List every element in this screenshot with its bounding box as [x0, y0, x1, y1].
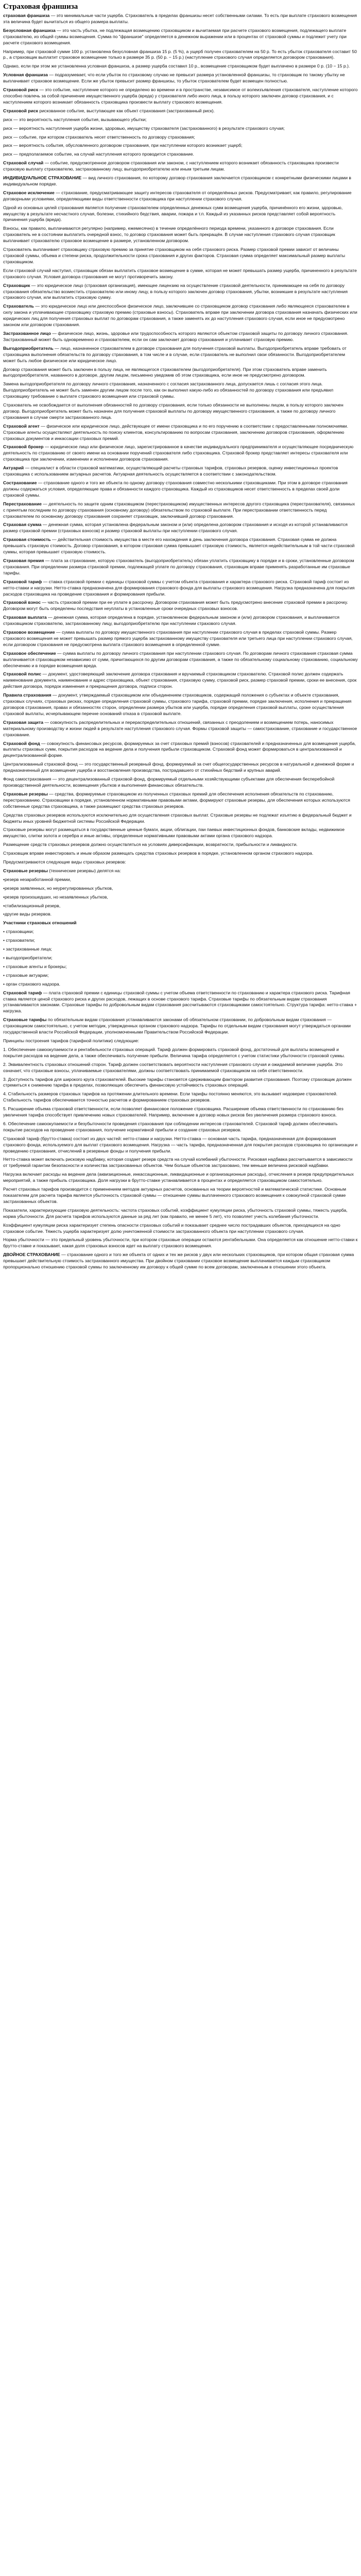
paragraph-text: 3. Доступность тарифов для широкого круга страхователей. Высокие тарифы становятся сдерживающим фактором развития страхования. Поэтому страховщик должен стремиться к снижению тарифа в пределах, позволяющих обеспечить финансовую устойчивость страховых операций. — [3, 1076, 352, 1088]
paragraph-text: — лицо, назначенное страхователем в договоре страхования для получения страховой выплаты. Выгодоприобретатель вправе требовать от страховщика выполнения обязательств по договору страхования, в том числе и в случае, если страхователь не выполнил свои обязанности. Выгодоприобретателем может быть любое физическое или юридическое лицо. — [3, 345, 347, 363]
paragraph-text: Страхователь выплачивает страховщику страховую премию за принятие страховщиком на себя страхового риска. Размер страховой премии зависит от величины страховой суммы, объема и степени риска, продолжительности срока страхования и других факторов. Страховая сумма определяет максимальный размер выплаты страховщиком. — [3, 247, 346, 264]
paragraph-text: Страхователь не освобождается от выполнения обязанностей по договору страхования, если только обязанности не выполнены лицом, в пользу которого заключен договор. Выгодоприобретатель может быть назначен для получения страховой выплаты по договору имущественного страхования, а также по договору личного страхования в случае смерти застрахованного лица. — [3, 402, 343, 420]
paragraph-text: риск — вероятность наступления ущерба жизни, здоровью, имуществу страхователя (застрахованного) в результате страхового случая; — [3, 125, 285, 131]
paragraph-text: — плата страховой премии с единицы страховой суммы с учетом объема ответственности по страхованию и характера страхового риска. Тарифная ставка является ценой страхового риска и других расходов, лежащих в основе страхового тарифа. Страховые тарифы по обязательным видам страхования устанавливаются законами. Страховые тарифы по добровольным видам страхования рассчитываются страховщиками самостоятельно. Структура тарифа: нетто-ставка + нагрузка. — [3, 990, 357, 1014]
paragraph — [3, 955, 358, 961]
paragraph — [3, 920, 358, 926]
paragraph — [3, 87, 358, 106]
paragraph-text: • застрахованные лица; — [3, 946, 52, 952]
term-heading: ДВОЙНОЕ СТРАХОВАНИЕ — [3, 1252, 60, 1258]
paragraph-text: — совокупность распределительных и перераспределительных отношений, связанных с преодолением и возмещением потерь, наносимых материальному производству и жизни людей в результате наступления страхового случая. Формы страховой защиты — самострахование, страхование и государственное страхование. — [3, 719, 357, 737]
paragraph-text: Однако, если при этом же установленна условная франшиза, а размер ущерба составил 10 р., возмещение страховщиком будет выплачено в размере 0 р. (10 − 15 р.). — [3, 63, 350, 69]
paragraph — [3, 615, 358, 627]
paragraph-text: — юридическое лицо или физическое лицо, зарегистрированное в качестве индивидуального предпринимателя и осуществляющее посредническую деятельность по страхованию от своего имени на основании поручений страхователя либо страховщика. Страховой брокер представляет интересы страхователя или страховщика при заключении, изменении и исполнении договоров страхования. — [3, 444, 354, 462]
paragraph — [3, 894, 358, 901]
paragraph — [3, 1106, 358, 1118]
paragraph — [3, 946, 358, 953]
paragraph — [3, 444, 358, 463]
paragraph — [3, 842, 358, 848]
paragraph — [3, 1157, 358, 1169]
term-heading: Актуарий — [3, 465, 24, 471]
page-title: Страховая франшиза — [3, 3, 78, 11]
paragraph — [3, 522, 358, 534]
paragraph — [3, 1172, 358, 1184]
paragraph — [3, 911, 358, 918]
paragraph — [3, 205, 358, 224]
term-heading: Страховые резервы — [3, 791, 48, 796]
paragraph — [3, 938, 358, 944]
paragraph — [3, 973, 358, 979]
term-heading: страховая франшиза — [3, 13, 50, 18]
paragraph — [3, 151, 358, 158]
paragraph — [3, 423, 358, 442]
paragraph-text: Страховщик вправе инвестировать и иным образом размещать средства страховых резервов в порядке, установленном органом страхового надзора. — [3, 851, 314, 856]
paragraph-text: Расчет страховых тарифов производится с применением методов актуарных расчетов, основанных на теории вероятностей и математической статистике. Основным показателем для расчета тарифа является убыточность страховой суммы — отношение суммы выплаченного страхового возмещения к совокупной страховой сумме застрахованных объектов. — [3, 1187, 347, 1204]
term-heading: Страховая стоимость — [3, 537, 51, 543]
paragraph-text: — плата за страхование, которую страхователь (выгодоприобретатель) обязан уплатить страховщику в порядке и в сроки, установленные договором страхования. При определении размера страховой премии, подлежащей уплате по договору страхования, страховщик вправе применять разработанные им страховые тарифы. — [3, 557, 354, 575]
paragraph-text: риск — вероятность события, обусловленного договором страхования, при наступлении которого возникает ущерб; — [3, 143, 243, 148]
paragraph-text: — страхование одного и того же объекта по одному договору страхования совместно несколькими страховщиками. При этом в договоре страхования должны содержаться условия, определяющие права и обязанности каждого страховщика. Каждый из страховщиков несет ответственность в пределах своей доли страховой суммы. — [3, 480, 348, 498]
term-heading: Страховая защита — [3, 719, 44, 725]
term-heading: Страховой взнос — [3, 600, 41, 605]
term-heading: Страховая премия — [3, 557, 44, 563]
paragraph — [3, 381, 358, 400]
paragraph — [3, 1223, 358, 1235]
paragraph-text: Одной из основных целей страхования является получение страхователем определенных денежных сумм возмещения ущерба, причинённого его жизни, здоровью, имуществу в результате несчастного случая, болезни, стихийного бедствия, аварии, пожара и т.п. Каждый из указанных рисков представляет собой вероятность причинения ущерба (вреда). — [3, 205, 343, 223]
paragraph-text: • орган страхового надзора. — [3, 981, 61, 987]
paragraph-text: Показатели, характеризующие страховую деятельность: частота страховых событий, коэффициент кумуляции риска, убыточность страховой суммы, тяжесть ущерба, норма убыточности. Для расчета тарифов используются данные за ряд лет (как правило, не менее 5 лет), что позволяет учесть колебания убыточности. — [3, 1207, 348, 1219]
paragraph — [3, 268, 358, 280]
paragraph-text: — специалист в области страховой математики, осуществляющий расчеты страховых тарифов, страховых резервов, оценку инвестиционных проектов страховщика с использованием актуарных расчетов. Актуарная деятельность осуществляется в соответствии с законодательством. — [3, 465, 338, 477]
paragraph — [3, 692, 358, 717]
paragraph — [3, 1062, 358, 1074]
paragraph-text: — денежная сумма, которая определена в порядке, установленном федеральным законом и (или) договором страхования, и выплачивается страховщиком страхователю, застрахованному лицу, выгодоприобретателю при наступлении страхового случая. — [3, 615, 340, 626]
paragraph-text: Средства страховых резервов используются исключительно для осуществления страховых выплат. Страховые резервы не подлежат изъятию в федеральный бюджет и бюджеты иных уровней бюджетной системы Российской Федерации. — [3, 812, 352, 824]
term-heading: Страховая сумма — [3, 522, 42, 528]
paragraph-text: 5. Расширение объема страховой ответственности, если позволяет финансовое положение страховщика. Расширение объема ответственности по страхованию без увеличения тарифа способствует привлечению новых страхователей. Например, включение в договор новых рисков без увеличения размера страхового взноса. — [3, 1106, 343, 1118]
document-body — [3, 13, 358, 1270]
paragraph-text: •другие виды резервов. — [3, 911, 52, 917]
paragraph-text: Коэффициент кумуляции риска характеризует степень опасности страховых событий и показывает среднее число пострадавших объектов, приходящихся на одно страховое событие. Тяжесть ущерба характеризует долю уничтоженной стоимости застрахованного объекта при наступлении страхового случая. — [3, 1222, 340, 1234]
paragraph — [3, 776, 358, 789]
paragraph-text: риск — событие, при котором страхователь несет ответственность по договору страхования; — [3, 134, 195, 140]
paragraph-text: Фонд самострахования — это децентрализованный страховой фонд, формируемый отдельными хозяйствующими субъектами для обеспечения бесперебойной производственной деятельности, возмещения убытков и выполнения финансовых обязательств. — [3, 776, 335, 788]
paragraph — [3, 63, 358, 70]
paragraph-text: — страхование одного и того же объекта от одних и тех же рисков у двух или нескольких страховщиков, при котором общая страховая сумма превышает действительную стоимость застрахованного имущества. При двойном страховании страховое возмещение выплачивается каждым страховщиком пропорционально отношению страховой суммы по заключенному им договору к общей сумме по всем договорам, заключенным в отношении этого объекта. — [3, 1252, 354, 1270]
paragraph-text: •резерв незаработанной премии, — [3, 876, 72, 882]
paragraph — [3, 143, 358, 149]
term-heading: Страховая выплата — [3, 615, 47, 620]
term-heading: Страховой полис — [3, 671, 42, 677]
paragraph — [3, 501, 358, 520]
term-heading: Страхователь — [3, 303, 34, 309]
paragraph — [3, 346, 358, 364]
paragraph — [3, 190, 358, 202]
paragraph — [3, 868, 358, 874]
term-heading: Условная франшиза — [3, 72, 48, 78]
paragraph — [3, 886, 358, 892]
paragraph-text: • страховщики; — [3, 929, 34, 935]
term-heading: Страховой фонд — [3, 740, 40, 746]
paragraph-text: — вид личного страхования, по которому договор страхования заключается страховщиком с конкретными физическими лицами в индивидуальном порядке. — [3, 175, 351, 187]
paragraph — [3, 1038, 358, 1044]
paragraph-text: 4. Стабильность размеров страховых тарифов на протяжении длительного времени. Если тарифы постоянно меняются, это вызывает недоверие страхователей. Стабильность тарифов обеспечивается точностью расчетов и формированием страховых резервов. — [3, 1091, 338, 1103]
paragraph — [3, 859, 358, 866]
paragraph-text: Страховой тариф (брутто-ставка) состоит из двух частей: нетто-ставки и нагрузки. Нетто-ставка — основная часть тарифа, предназначенная для формирования страхового фонда, используемого для выплат страхового возмещения. Нагрузка — часть тарифа, предназначенная для покрытия расходов страховщика по организации и проведению страхования, отчислений в резервные фонды и получения прибыли. — [3, 1136, 358, 1154]
paragraph-text: — это минимальные части ущерба. Страхователь в пределах франшизы несет собственными силами. То есть при выплате страхового возмещения эта величина будет вычитаться из общего размера выплаты. — [3, 13, 357, 24]
term-heading: Страховой риск — [3, 108, 38, 113]
paragraph-text: (технические резервы) делятся на: — [47, 868, 121, 873]
paragraph — [3, 1237, 358, 1249]
paragraph — [3, 72, 358, 84]
paragraph-text: Взносы, как правило, выплачиваются регулярно (например, ежемесячно) в течение определённого периода времени, указанного в договоре страхования. Если страхователь не в состоянии выплатить очередной взнос, то договор страхования может быть прекращён. В случае наступления страхового случая страховщик выплачивает страхователю страховое возмещение в размере, установленном договором. — [3, 226, 335, 244]
paragraph-text: •резерв заявленных, но неурегулированных убытков, — [3, 885, 113, 891]
paragraph-text: — сумма выплаты по договору личного страхования при наступлении страхового случая. По договорам личного страхования страховая сумма выплачивается страховщиком независимо от сумм, причитающихся по другим договорам страхования, а также по обязательному социальному страхованию, социальному обеспечению и в порядке возмещения вреда. — [3, 650, 358, 668]
paragraph-text: Страховые резервы могут размещаться в государственные ценные бумаги, акции, облигации, паи паевых инвестиционных фондов, банковские вклады, недвижимое имущество, слитки золота и серебра и иные активы, определенные нормативными правовыми актами органа страхового надзора. — [3, 827, 345, 839]
paragraph-text: 1. Обеспечение самоокупаемости и рентабельности страховых операций. Тариф должен формировать страховой фонд, достаточный для выплаты возмещений и покрытия расходов на ведение дела, а также обеспечивать получение прибыли. Величина тарифа определяется с учетом статистики убыточности страховой суммы. — [3, 1046, 345, 1058]
paragraph-text: — часть страховой премии при ее уплате в рассрочку. Договором страхования может быть предусмотрено внесение страховой премии в рассрочку. Договором могут быть определены последствия неуплаты в установленные сроки очередных страховых взносов. — [3, 600, 348, 612]
paragraph — [3, 226, 358, 244]
paragraph — [3, 1121, 358, 1133]
paragraph-text: — ставка страховой премии с единицы страховой суммы с учетом объекта страхования и характера страхового риска. Страховой тариф состоит из нетто-ставки и нагрузки. Нетто-ставка предназначена для формирования страхового фонда для выплаты страхового возмещения. Нагрузка предназначена для покрытия расходов страховщика на проведение страхования и формирования прибыли. — [3, 579, 355, 597]
paragraph — [3, 558, 358, 577]
paragraph — [3, 981, 358, 988]
paragraph-text: риск — это вероятность наступления события, вызывающего убытки; — [3, 116, 147, 122]
paragraph — [3, 1047, 358, 1059]
term-heading: ИНДИВИДУАЛЬНОЕ СТРАХОВАНИЕ — [3, 175, 82, 181]
term-heading: Страховщик — [3, 282, 30, 288]
paragraph-text: • страхователи; — [3, 938, 35, 943]
term-heading: Страховые резервы — [3, 868, 48, 873]
term-heading: Участники страховых отношений — [3, 920, 77, 926]
term-heading: Страховой брокер — [3, 444, 44, 450]
paragraph-text: Если страховой случай наступил, страховщик обязан выплатить страховое возмещение в сумме, которая не может превышать размер ущерба, причиненного в результате страхового случая. Условия договора страхования не могут противоречить закону. — [3, 267, 357, 279]
term-heading: Страховой агент — [3, 423, 40, 429]
term-heading: Страховой тариф — [3, 579, 42, 584]
paragraph — [3, 827, 358, 839]
paragraph-text: Например, при страховой сумме 100 р. установлена безусловная франшиза 15 р. (5 %), а ущерб получен страхователем на 50 р. То есть убыток страхователя составит 50 р., а страховщик выплатит страховое возмещение только в размере 35 р. (50 р. − 15 р.) (наступление страхового случая определяется договором страхования). — [3, 48, 357, 60]
paragraph — [3, 247, 358, 265]
term-heading: Страховой риск — [3, 87, 38, 93]
paragraph — [3, 812, 358, 825]
paragraph-text: — документ, удостоверяющий заключение договора страхования и вручаемый страховщиком страхователю. Страховой полис должен содержать наименование документа, наименование и адрес страховщика, объект страхования, страховую сумму, страховой риск, размер страховой премии, сроки ее внесения, срок действия договора, порядок изменения и прекращения договора, подписи сторон. — [3, 671, 357, 689]
paragraph — [3, 929, 358, 935]
paragraph-text: Предусматриваются следующие виды страховых резервов: — [3, 859, 126, 865]
paragraph-text: — событие, предусмотренное договором страхования или законом, с наступлением которого возникает обязанность страховщика произвести страховую выплату страхователю, застрахованному лицу, выгодоприобретателю или иным третьим лицам. — [3, 160, 339, 172]
term-heading: Страховые тарифы — [3, 1017, 47, 1023]
paragraph — [3, 402, 358, 421]
paragraph-text: по обязательным видам страхования устанавливаются законами об обязательном страховании, по добровольным видам страхования — страховщиком самостоятельно, с учетом методик, утвержденных органом страхового надзора. Тарифы по отдельным видам страхования могут утверждаться органами государственной власти Российской Федерации, уполномоченными Правительством Российской Федерации. — [3, 1017, 351, 1035]
paragraph — [3, 537, 358, 555]
paragraph — [3, 331, 358, 343]
paragraph — [3, 791, 358, 810]
paragraph — [3, 1208, 358, 1220]
paragraph — [3, 877, 358, 883]
paragraph-text: риск — предполагаемое событие, на случай наступления которого проводится страхование. — [3, 151, 194, 157]
paragraph — [3, 1017, 358, 1036]
term-heading: Выгодоприобретатель — [3, 345, 54, 351]
paragraph-text: — страхование, предусматривающее защиту интересов страхователя от определённых рисков. Предусматривает, как правило, регулирование договорными условиями, определяющими виды ответственности страховщика при наступлении страхового случая. — [3, 190, 352, 201]
paragraph-text: — это юридическое лицо или дееспособное физическое лицо, заключившее со страховщиком договор страхования либо являющееся страхователем в силу закона и уплачивающее страховщику страховую премию (страховые взносы). Страхователь вправе при заключении договора страхования назначать физических или юридических лиц для получения страховых выплат по договорам страхования, а также заменять их до наступления страхового случая, если иное не предусмотрено законом или договором страхования. — [3, 303, 357, 328]
paragraph — [3, 108, 358, 114]
paragraph — [3, 671, 358, 690]
term-heading: Страховой тариф — [3, 990, 42, 995]
paragraph-text: — совокупность финансовых ресурсов, формируемых за счет страховых премий (взносов) страхователей и предназначенных для возмещения ущерба, выплаты страховых сумм, покрытия расходов на ведение дела и получения прибыли страховщиком. Страховой фонд может формироваться в централизованной и децентрализованной форме. — [3, 740, 356, 758]
paragraph-text: — документ, утверждаемый страховщиком или объединением страховщиков, содержащий положения о субъектах и объекте страхования, страховых случаях, страховых рисках, порядке определения страховой суммы, страхового тарифа, страховой премии, порядке заключения, исполнения и прекращения договоров страхования, правах и обязанностях сторон, определении размера убытков или ущерба, порядке определения страховой выплаты, сроке осуществления страховой выплаты, исчерпывающем перечне оснований отказа в страховой выплате. — [3, 692, 352, 716]
paragraph — [3, 126, 358, 132]
paragraph-text: Норма убыточности — это предельный уровень убыточности, при котором страховые операции остаются рентабельными. Она определяется как отношение нетто-ставки к брутто-ставке и показывает, какая доля страховых взносов идет на выплату страхового возмещения. — [3, 1237, 358, 1249]
paragraph-text: 2. Эквивалентность страховых отношений сторон. Тариф должен соответствовать вероятности наступления страхового случая и ожидаемой величине ущерба. Это означает, что страховые взносы, уплачиваемые страхователями, должны соответствовать принимаемой страховщиком на себя ответственности. — [3, 1061, 342, 1073]
term-heading: Страховой случай — [3, 160, 44, 166]
paragraph — [3, 964, 358, 970]
paragraph-text: • страховые агенты и брокеры; — [3, 963, 67, 969]
paragraph-text: Централизованный страховой фонд — это государственный резервный фонд, формируемый за счет общегосударственных ресурсов в натуральной и денежной форме и предназначенный для возмещения ущерба и восстановления производства, пострадавшего от стихийных бедствий и крупных аварий. — [3, 761, 354, 773]
paragraph — [3, 303, 358, 328]
paragraph — [3, 651, 358, 669]
paragraph — [3, 903, 358, 909]
paragraph-text: — это событие, наступление которого не определено во времени и в пространстве, независимое от волеизъявления страхователя, наступление которого способно повлечь за собой причинение имущественного ущерба (вреда) у страхователя либо иного лица, в пользу которого заключен договор страхования, и с наступлением которого возникает обязанность страховщика произвести выплату страхового возмещения. — [3, 87, 358, 105]
paragraph — [3, 720, 358, 738]
paragraph-text: Договор страхования может быть заключен в пользу лица, не являющегося страхователем (выгодоприобретателя). При этом страхователь вправе заменить выгодоприобретателя, названного в договоре, другим лицом, письменно уведомив об этом страховщика, если иное не предусмотрено договором. — [3, 366, 327, 378]
paragraph — [3, 1091, 358, 1104]
paragraph-text: •резерв произошедших, но незаявленных убытков, — [3, 894, 108, 900]
paragraph-text: Принципы построения тарифов (тарифной политики) следующие: — [3, 1038, 140, 1043]
paragraph-text: — подразумевает, что если убыток по страховому случаю не превысит размера установленной франшизы, то страховщик по такому убытку не выплачивает страховое возмещение. Если же убыток превысит размер франшизы, то убыток страхователем будет возмещен полностью. — [3, 72, 345, 84]
paragraph — [3, 283, 358, 301]
paragraph-text: рискованное событие, выступающее как объект страхования (застрахованный риск). — [38, 108, 215, 113]
term-heading: Сострахование — [3, 480, 37, 485]
term-heading: Правила страхования — [3, 692, 51, 698]
paragraph — [3, 1252, 358, 1270]
paragraph — [3, 480, 358, 499]
term-heading: Страховое обеспечение — [3, 650, 56, 656]
paragraph-text: •стабилизационный резерв, — [3, 903, 61, 908]
paragraph-text: — деятельность по защите одним страховщиком (перестраховщиком) имущественных интересов другого страховщика (перестрахователя), связанных с принятым последним по договору страхования (основному договору) обязательством по страховой выплате. При перестраховании ответственность перед страхователем по основному договору страхования сохраняет страховщик, заключивший договор страхования. — [3, 501, 355, 519]
paragraph-text: — сумма выплаты по договору имущественного страхования при наступлении страхового случая в пределах страховой суммы. Размер страхового возмещения не может превышать размер прямого ущерба застрахованному имуществу страхователя или третьего лица при наступлении страхового случая, если договором страхования не предусмотрена выплата страхового возмещения в определенной сумме. — [3, 630, 353, 647]
paragraph-text: — денежная сумма, которая установлена федеральным законом и (или) определена договором страхования и исходя из которой устанавливаются размер страховой премии (страховых взносов) и размер страховой выплаты при наступлении страхового случая. — [3, 522, 348, 534]
paragraph — [3, 13, 358, 25]
paragraph — [3, 134, 358, 141]
paragraph-text: Замена выгодоприобретателя по договору личного страхования, назначенного с согласия застрахованного лица, допускается лишь с согласия этого лица. Выгодоприобретатель не может быть заменен другим лицом после того, как он выполнил какую-либо из обязанностей по договору страхования или предъявил страховщику требование о выплате страхового возмещения или страховой суммы. — [3, 381, 334, 399]
paragraph — [3, 49, 358, 61]
paragraph-text: Нетто-ставка может включать рисковую надбавку, которая создает резерв средств на случай колебаний убыточности. Рисковая надбавка рассчитывается в зависимости от требуемой гарантии безопасности и количества застрахованных объектов. Чем больше объектов застраховано, тем меньше величина рисковой надбавки. — [3, 1157, 353, 1168]
paragraph-text: • страховые актуарии; — [3, 972, 49, 978]
paragraph — [3, 600, 358, 612]
term-heading: Страховое исключение — [3, 190, 55, 195]
paragraph — [3, 579, 358, 598]
paragraph — [3, 160, 358, 173]
document — [0, 0, 361, 1270]
paragraph — [3, 1077, 358, 1089]
paragraph-text: Нагрузка включает расходы на ведение дела (аквизиционные, инкассационные, ликвидационные и организационные расходы), отчисления в резерв предупредительных мероприятий, а также прибыль страховщика. Доля нагрузки в брутто-ставке устанавливается в процентах и определяется страховщиком самостоятельно. — [3, 1172, 354, 1183]
paragraph — [3, 741, 358, 759]
term-heading: Застрахованное лицо — [3, 330, 51, 336]
paragraph — [3, 1187, 358, 1205]
paragraph — [3, 990, 358, 1015]
paragraph — [3, 175, 358, 188]
paragraph-text: 6. Обеспечение самоокупаемости и безубыточности проведения страхования при соблюдении интересов страхователей. Страховой тариф должен обеспечивать покрытие расходов на проведение страхования, получение нормативной прибыли и создание страховых резервов. — [3, 1121, 338, 1132]
paragraph — [3, 761, 358, 774]
paragraph-text: Размещение средств страховых резервов должно осуществляться на условиях диверсификации, возвратности, прибыльности и ликвидности. — [3, 842, 298, 848]
paragraph-text: — действительная стоимость имущества в месте его нахождения в день заключения договора страхования. Страховая сумма не должна превышать страховую стоимость. Договор страхования, в котором страховая сумма превышает страховую стоимость, является недействительным в той части страховой суммы, которая превышает страховую стоимость. — [3, 537, 355, 555]
term-heading: Страховое возмещение — [3, 630, 55, 635]
paragraph-text: — это юридическое лицо (страховая организация), имеющее лицензию на осуществление страховой деятельности, принимающее на себя по договору страхования обязательство возместить страхователю или иному лицу, в пользу которого заключен договор страхования, убытки, возникшие в результате наступления страхового случая, или выплатить страховую сумму. — [3, 282, 348, 300]
paragraph-text: — физическое лицо, жизнь, здоровье или трудоспособность которого являются объектом страховой защиты по договору личного страхования. Застрахованный может быть одновременно и страхователем, если он сам заключает договор страхования и уплачивает страховую премию. — [3, 330, 349, 342]
paragraph-text: — это часть убытка, не подлежащая возмещению страховщиком и вычитаемая при расчете страхового возмещения, подлежащего выплате страхователю, из общей суммы возмещения. Сумма по "франшизе" определяется в денежном выражении или в процентах от страховой суммы и подлежит учету при расчете страхового возмещения. — [3, 27, 347, 45]
paragraph — [3, 465, 358, 478]
paragraph — [3, 630, 358, 648]
term-heading: Безусловная франшиза — [3, 27, 56, 33]
paragraph — [3, 1136, 358, 1155]
term-heading: Перестрахование — [3, 501, 42, 506]
paragraph — [3, 28, 358, 46]
paragraph — [3, 367, 358, 379]
paragraph — [3, 117, 358, 123]
paragraph — [3, 851, 358, 857]
paragraph-text: — физическое или юридическое лицо, действующее от имени страховщика и по его поручению в соответствии с предоставленными полномочиями. Страховые агенты осуществляют деятельность по поиску клиентов, консультированию по вопросам страхования, заключению договоров страхования, оформлению страховых документов и инкассации страховых премий. — [3, 423, 348, 441]
paragraph-text: • выгодоприобретатели; — [3, 955, 53, 960]
paragraph-text: — средства, формируемые страховщиком из полученных страховых премий для обеспечения исполнения обязательств по страхованию, перестрахованию. Страховщики в порядке, установленном нормативными правовыми актами, формируют страховые резервы, для обеспечения которых используются собственные средства страховщика, а также размещают средства страховых резервов. — [3, 791, 350, 809]
